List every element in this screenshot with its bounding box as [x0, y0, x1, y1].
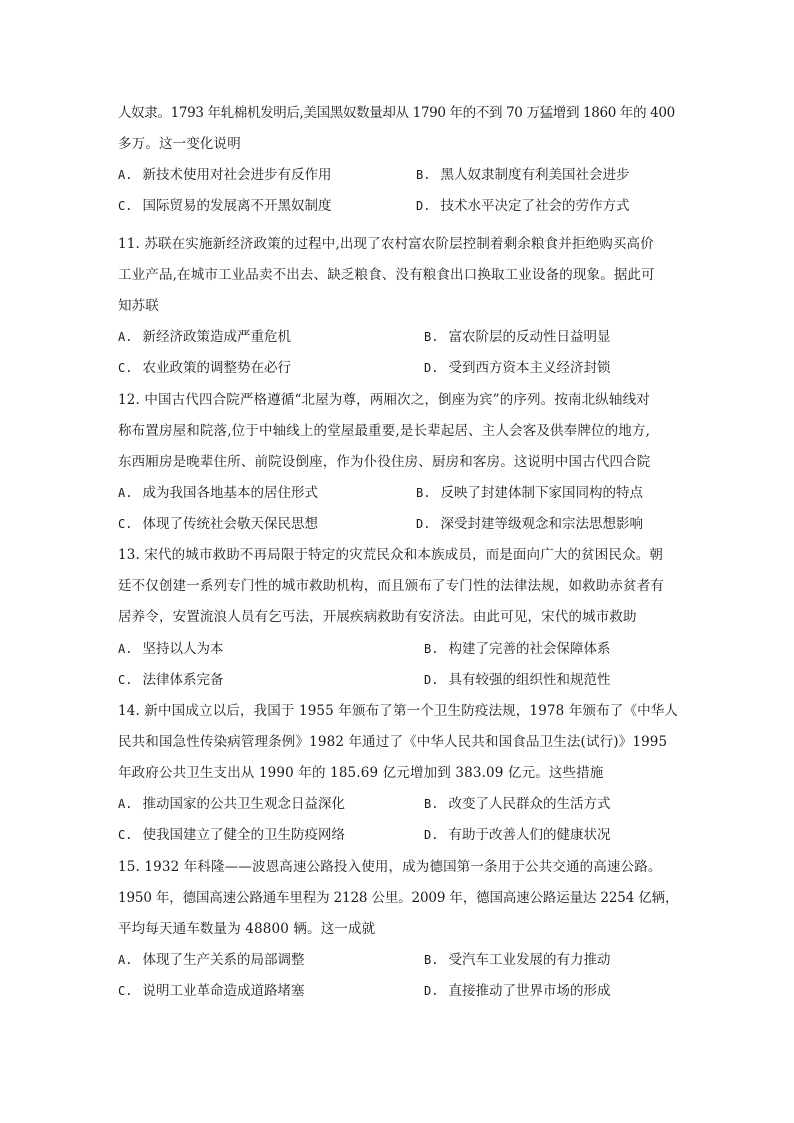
question-15-line-1: 15. 1932 年科隆——波恩高速公路投入使用，成为德国第一条用于公共交通的高速公路。 — [118, 859, 662, 875]
option-letter: A. — [118, 486, 133, 500]
option-text: 新经济政策造成严重危机 — [142, 329, 291, 345]
option-text: 坚持以人为本 — [142, 641, 224, 657]
question-13-line-2: 廷不仅创建一系列专门性的城市救助机构，而且颁布了专门性的法律法规，如救助赤贫者有 — [118, 578, 664, 594]
option-letter: D. — [424, 361, 439, 375]
option-text: 构建了完善的社会保障体系 — [448, 641, 611, 657]
question-11-option-c — [118, 359, 291, 377]
question-14-option-d — [424, 826, 610, 844]
question-14-line-2: 民共和国急性传染病管理条例》1982 年通过了《中华人民共和国食品卫生法(试行)》1995 — [118, 734, 668, 750]
question-14-option-a — [118, 795, 345, 813]
question-15-line-3: 平均每天通车数量为 48800 辆。这一成就 — [118, 921, 376, 937]
option-letter: A. — [118, 797, 133, 811]
option-letter: D. — [424, 984, 439, 998]
question-14-option-c — [118, 826, 345, 844]
option-letter: D. — [416, 517, 431, 531]
question-15-option-a — [118, 951, 304, 969]
option-text: 使我国建立了健全的卫生防疫网络 — [142, 827, 345, 843]
question-13-option-d — [424, 671, 610, 689]
question-11-line-1: 11. 苏联在实施新经济政策的过程中,出现了农村富农阶层控制着剩余粮食并拒绝购买高价 — [118, 236, 654, 252]
question-12-option-c — [118, 515, 318, 533]
option-letter: D. — [424, 828, 439, 842]
option-text: 直接推动了世界市场的形成 — [448, 983, 611, 999]
question-13-option-a — [118, 640, 223, 658]
option-letter: B. — [424, 953, 439, 967]
option-letter: C. — [118, 673, 133, 687]
option-text: 反映了封建体制下家国同构的特点 — [440, 485, 643, 501]
question-10-option-b — [416, 166, 629, 184]
question-15-option-b — [424, 951, 610, 969]
option-letter: C. — [118, 199, 133, 213]
option-text: 国际贸易的发展离不开黑奴制度 — [142, 198, 332, 214]
question-10-line-1: 人奴隶。1793 年轧棉机发明后,美国黑奴数量却从 1790 年的不到 70 万猛增到 1860 年的 400 — [118, 105, 675, 121]
question-13-line-1: 13. 宋代的城市救助不再局限于特定的灾荒民众和本族成员，而是面向广大的贫困民众。朝 — [118, 547, 664, 563]
option-text: 体现了生产关系的局部调整 — [142, 952, 305, 968]
option-letter: D. — [416, 199, 431, 213]
option-letter: B. — [416, 168, 431, 182]
option-text: 技术水平决定了社会的劳作方式 — [440, 198, 630, 214]
question-10-option-d — [416, 197, 629, 215]
question-11-option-a — [118, 328, 291, 346]
question-13-option-c — [118, 671, 223, 689]
option-letter: B. — [424, 797, 439, 811]
question-12-option-d — [416, 515, 643, 533]
question-11-line-2: 工业产品,在城市工业品卖不出去、缺乏粮食、没有粮食出口换取工业设备的现象。据此可 — [118, 267, 655, 283]
option-letter: C. — [118, 517, 133, 531]
option-letter: A. — [118, 953, 133, 967]
option-text: 说明工业革命造成道路堵塞 — [142, 983, 305, 999]
option-letter: A. — [118, 642, 133, 656]
option-letter: D. — [424, 673, 439, 687]
option-text: 富农阶层的反动性日益明显 — [448, 329, 611, 345]
question-14-line-1: 14. 新中国成立以后，我国于 1955 年颁布了第一个卫生防疫法规，1978 年颁布了《中华人 — [118, 703, 679, 719]
question-12-option-a — [118, 484, 318, 502]
question-12-option-b — [416, 484, 643, 502]
option-text: 有助于改善人们的健康状况 — [448, 827, 611, 843]
question-10-option-c — [118, 197, 331, 215]
question-11-option-d — [424, 359, 610, 377]
option-letter: B. — [424, 330, 439, 344]
option-text: 推动国家的公共卫生观念日益深化 — [142, 796, 345, 812]
question-12-line-1: 12. 中国古代四合院严格遵循“北屋为尊，两厢次之，倒座为宾”的序列。按南北纵轴线对 — [118, 392, 650, 408]
option-letter: C. — [118, 984, 133, 998]
question-13-option-b — [424, 640, 610, 658]
question-11-option-b — [424, 328, 610, 346]
option-letter: B. — [424, 642, 439, 656]
option-letter: B. — [416, 486, 431, 500]
question-14-line-3: 年政府公共卫生支出从 1990 年的 185.69 亿元增加到 383.09 亿元。这些措施 — [118, 765, 604, 781]
option-text: 受到西方资本主义经济封锁 — [448, 360, 611, 376]
option-text: 黑人奴隶制度有利美国社会进步 — [440, 167, 630, 183]
question-15-option-c — [118, 982, 304, 1000]
option-letter: C. — [118, 361, 133, 375]
option-text: 具有较强的组织性和规范性 — [448, 672, 611, 688]
question-12-line-3: 东西厢房是晚辈住所、前院设倒座，作为仆役住房、厨房和客房。这说明中国古代四合院 — [118, 454, 651, 470]
option-text: 成为我国各地基本的居住形式 — [142, 485, 318, 501]
option-text: 受汽车工业发展的有力推动 — [448, 952, 611, 968]
option-text: 深受封建等级观念和宗法思想影响 — [440, 516, 643, 532]
question-13-line-3: 居养令，安置流浪人员有乞丐法，开展疾病救助有安济法。由此可见，宋代的城市救助 — [118, 609, 637, 625]
question-14-option-b — [424, 795, 610, 813]
question-15-line-2: 1950 年，德国高速公路通车里程为 2128 公里。2009 年，德国高速公路运量达 2254 亿辆， — [118, 890, 679, 906]
question-15-option-d — [424, 982, 610, 1000]
question-10-line-2: 多万。这一变化说明 — [118, 136, 241, 152]
option-text: 新技术使用对社会进步有反作用 — [142, 167, 332, 183]
question-12-line-2: 称布置房屋和院落,位于中轴线上的堂屋最重要,是长辈起居、主人会客及供奉牌位的地方, — [118, 423, 651, 439]
question-10-option-a — [118, 166, 331, 184]
option-letter: C. — [118, 828, 133, 842]
option-text: 改变了人民群众的生活方式 — [448, 796, 611, 812]
option-letter: A. — [118, 330, 133, 344]
option-letter: A. — [118, 168, 133, 182]
option-text: 体现了传统社会敬天保民思想 — [142, 516, 318, 532]
question-11-line-3: 知苏联 — [118, 298, 159, 314]
option-text: 农业政策的调整势在必行 — [142, 360, 291, 376]
option-text: 法律体系完备 — [142, 672, 224, 688]
